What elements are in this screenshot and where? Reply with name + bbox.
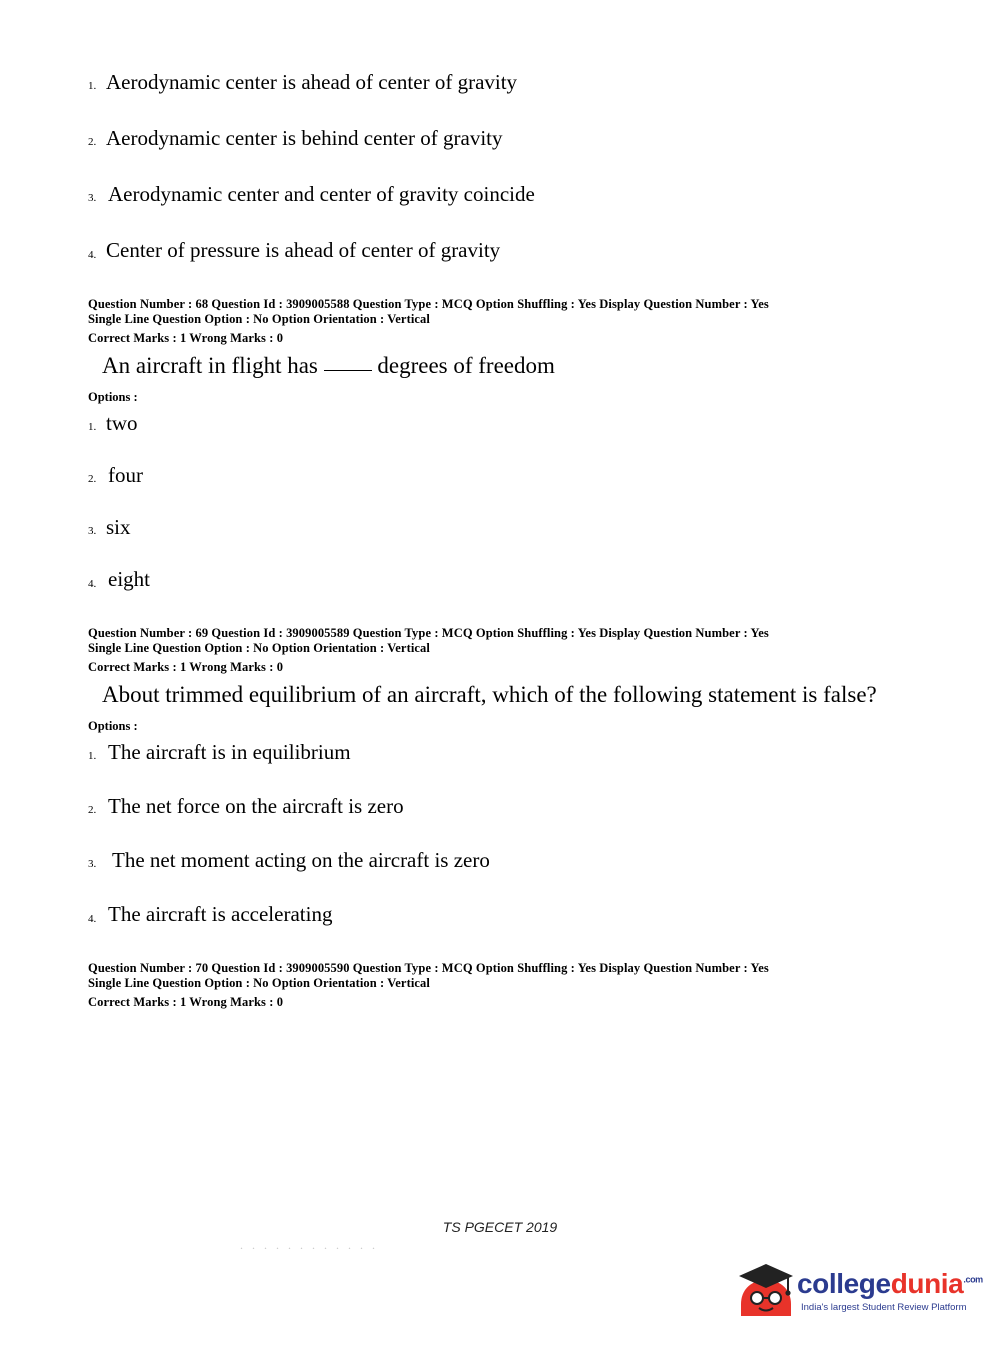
question-meta: [88, 297, 918, 347]
option-text: The aircraft is accelerating: [108, 902, 333, 927]
question-block-70: [88, 961, 918, 1011]
question-block-69: [88, 626, 918, 927]
question-stem-after: degrees of freedom: [377, 353, 555, 379]
page-footer-title: TS PGECET 2019: [442, 1219, 558, 1235]
options-label: Options :: [88, 719, 138, 734]
options-group-carryover: [88, 70, 918, 263]
question-meta-line1: Question Number : 68 Question Id : 3909005588 Question Type : MCQ Option Shuffling : Yes Display Question Number : Yes: [88, 296, 769, 311]
option-number: 1.: [88, 80, 97, 93]
option-text: two: [106, 411, 138, 436]
list-item[interactable]: [88, 463, 918, 487]
question-meta-marks: Correct Marks : 1 Wrong Marks : 0: [88, 994, 284, 1009]
logo-text-accent: dunia: [890, 1268, 964, 1299]
list-item[interactable]: [88, 238, 918, 262]
option-text: The aircraft is in equilibrium: [108, 740, 351, 765]
option-text: Aerodynamic center is behind center of gravity: [106, 126, 503, 151]
list-item[interactable]: [88, 182, 918, 206]
footer-faint-text: . . . . . . . . . . . .: [240, 1238, 378, 1252]
question-meta-line2: Single Line Question Option : No Option Orientation : Vertical: [88, 641, 430, 656]
question-meta-line2: Single Line Question Option : No Option Orientation : Vertical: [88, 312, 430, 327]
option-number: 3.: [88, 192, 97, 205]
option-number: 1.: [88, 421, 97, 434]
list-item[interactable]: [88, 126, 918, 150]
logo-text-main: college: [797, 1268, 891, 1299]
question-stem-before: An aircraft in flight has: [102, 353, 318, 379]
option-text: four: [108, 463, 143, 488]
question-meta-line1: Question Number : 69 Question Id : 3909005589 Question Type : MCQ Option Shuffling : Yes Display Question Number : Yes: [88, 625, 769, 640]
option-number: 4.: [88, 248, 97, 261]
option-number: 1.: [88, 750, 97, 763]
question-meta: [88, 961, 918, 1011]
collegedunia-mascot-icon: [735, 1258, 797, 1320]
option-text: eight: [108, 567, 150, 592]
collegedunia-logo: [735, 1258, 983, 1328]
options-label: Options :: [88, 390, 138, 405]
option-number: 2.: [88, 804, 97, 817]
list-item[interactable]: [88, 902, 918, 926]
question-stem: [102, 352, 918, 380]
option-text: The net moment acting on the aircraft is zero: [112, 848, 490, 873]
question-block-68: [88, 297, 918, 592]
option-text: Aerodynamic center and center of gravity coincide: [108, 182, 535, 207]
question-meta-line1: Question Number : 70 Question Id : 3909005590 Question Type : MCQ Option Shuffling : Yes Display Question Number : Yes: [88, 960, 769, 975]
question-meta: [88, 626, 918, 676]
option-text: The net force on the aircraft is zero: [108, 794, 404, 819]
option-text: Center of pressure is ahead of center of gravity: [106, 238, 501, 263]
list-item[interactable]: [88, 848, 918, 872]
document-content: [88, 70, 918, 1017]
option-number: 3.: [88, 525, 97, 538]
option-text: Aerodynamic center is ahead of center of gravity: [106, 70, 518, 94]
question-meta-marks: Correct Marks : 1 Wrong Marks : 0: [88, 659, 284, 674]
option-number: 4.: [88, 912, 97, 925]
list-item[interactable]: [88, 515, 918, 539]
option-number: 2.: [88, 136, 97, 149]
list-item[interactable]: [88, 567, 918, 591]
logo-tagline: India's largest Student Review Platform: [801, 1302, 967, 1313]
question-stem: About trimmed equilibrium of an aircraft, which of the following statement is false?: [102, 682, 877, 708]
collegedunia-wordmark: [797, 1268, 983, 1300]
logo-superscript: .com: [963, 1274, 983, 1285]
option-text: six: [106, 515, 131, 540]
list-item[interactable]: [88, 70, 918, 94]
option-number: 2.: [88, 473, 97, 486]
list-item[interactable]: [88, 740, 918, 764]
list-item[interactable]: [88, 411, 918, 435]
question-meta-marks: Correct Marks : 1 Wrong Marks : 0: [88, 330, 284, 345]
fill-in-blank: [324, 370, 372, 371]
option-number: 4.: [88, 577, 97, 590]
list-item[interactable]: [88, 794, 918, 818]
option-number: 3.: [88, 858, 97, 871]
question-meta-line2: Single Line Question Option : No Option Orientation : Vertical: [88, 976, 430, 991]
